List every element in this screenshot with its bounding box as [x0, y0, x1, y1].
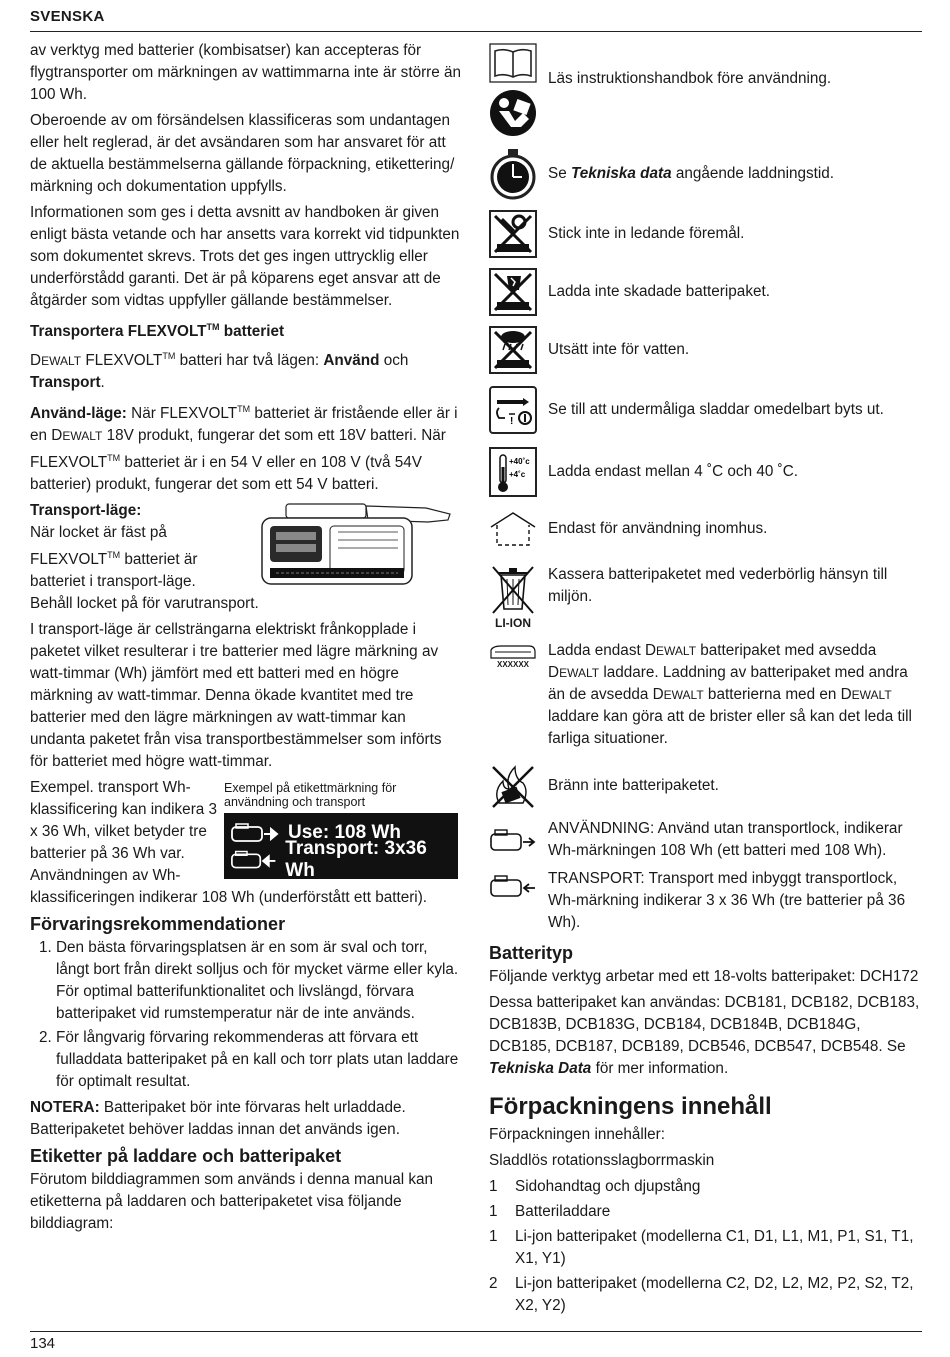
list-item: 1 Batteriladdare: [489, 1203, 611, 1220]
symbol-text-cords: Se till att undermåliga sladdar omedelbart byts ut.: [548, 401, 884, 418]
open-book-icon: [489, 43, 537, 83]
note-paragraph: NOTERA: Batteripaket bör inte förvaras helt urladdade. Batteripaketet behöver laddas innan det används igen.: [30, 1099, 406, 1139]
thermometer-icon: [489, 447, 537, 497]
list-item: 2 Li-jon batteripaket (modellerna C2, D2, L2, M2, P2, S2, T2, X2, Y2): [489, 1275, 914, 1314]
crossed-bin-icon: [489, 563, 537, 617]
symbol-text-dispose: Kassera batteripaketet med vederbörlig hänsyn till miljön.: [548, 566, 888, 605]
transport-mode-icon: [489, 874, 537, 898]
symbol-text-burn: Bränn inte batteripaketet.: [548, 777, 719, 794]
symbol-text-damaged: Ladda inte skadade batteripaket.: [548, 283, 770, 300]
symbol-row-burn: [489, 760, 923, 812]
stopwatch-icon: [489, 148, 537, 200]
transport-line-4: Behåll locket på för varutransport.: [30, 595, 259, 613]
no-water-icon: [489, 326, 537, 374]
transport-mode-heading: Transport-läge:: [30, 502, 142, 520]
svg-text:+4˚c: +4˚c: [509, 470, 526, 479]
symbol-row-use-mode: [489, 818, 923, 862]
symbol-row-technical-data: [489, 146, 923, 202]
no-fire-icon: [489, 763, 537, 809]
transport-line-1: När locket är fäst på: [30, 524, 167, 542]
flexvolt-modes-paragraph: DEWALT FLEXVOLT™ batteri har två lägen: Använd och Transport.: [30, 351, 409, 392]
use-mode-paragraph: Använd-läge: När FLEXVOLT™ batteriet är fristående eller är i en DEWALT 18V produkt, fungerar det som ett 18V batteri. När FLEXVOLT™ batteriet är i en 54 V eller en 108 V (två 54V batterier) produkt, fungerar det som ett 54 V batteri.: [30, 404, 458, 494]
right-column: [489, 40, 923, 1320]
left-column: [30, 40, 462, 1239]
battery-type-models: Dessa batteripaket kan användas: DCB181, DCB182, DCB183, DCB183B, DCB183G, DCB184, DCB184B, DCB184G, DCB185, DCB187, DCB189, DCB546, DCB547, DCB548. Se Tekniska Data för mer information.: [489, 994, 920, 1077]
symbol-text-indoor: Endast för användning inomhus.: [548, 520, 768, 537]
read-manual-person-icon: [489, 89, 537, 137]
battery-type-heading: Batterityp: [489, 943, 574, 963]
paragraph-air-transport: av verktyg med batterier (kombisatser) kan accepteras för flygtransporter om märkningen av wattimmarna inte är större än 100 Wh.: [30, 42, 462, 103]
package-tool: Sladdlös rotationsslagborrmaskin: [489, 1152, 715, 1169]
flexvolt-heading: Transportera FLEXVOLT™ batteriet: [30, 322, 285, 341]
symbol-text-use-mode: ANVÄNDNING: Använd utan transportlock, indikerar Wh-märkningen 108 Wh (ett batteri med 108 Wh).: [548, 820, 903, 859]
transport-line-3: batteriet i transport-läge.: [30, 573, 196, 591]
package-contents-heading: Förpackningens innehåll: [489, 1093, 772, 1120]
svg-text:+40˚c: +40˚c: [509, 457, 530, 466]
svg-text:!: !: [510, 416, 514, 427]
storage-list: [30, 937, 462, 1093]
example-label-box: [224, 813, 458, 879]
symbol-row-conductive: [489, 208, 923, 260]
use-battery-icon: [230, 822, 280, 844]
no-conductive-objects-icon: [489, 210, 537, 258]
transport-battery-icon: [230, 849, 277, 871]
example-paragraph: Exempel. transport Wh-klassificering kan indikera 3 x 36 Wh, vilket betyder tre batterier på 36 Wh var. Användningen av Wh-klassificeringen indikerar 108 Wh (underförstått ett batteri).: [30, 779, 428, 907]
no-damaged-battery-icon: [489, 268, 537, 316]
symbol-row-read-manual: [489, 40, 923, 140]
symbol-text-water: Utsätt inte för vatten.: [548, 341, 690, 358]
storage-item-1: 1. Den bästa förvaringsplatsen är en som är sval och torr, långt bort från direkt solljus och för mycket värme eller kyla. För optimal batterifunktionalitet och livslängd, förvara batteripaket vid rumstemperatur när de inte används.: [56, 937, 462, 1025]
header-divider: [30, 31, 922, 32]
footer-divider: [30, 1331, 922, 1332]
model-placeholder-label: XXXXXX: [496, 660, 529, 669]
use-mode-icon: [489, 828, 537, 852]
transport-mode-block: [30, 500, 462, 615]
package-intro: Förpackningen innehåller:: [489, 1126, 666, 1143]
symbol-row-dewalt-only: [489, 640, 923, 750]
symbol-text-temperature: Ladda endast mellan 4 ˚C och 40 ˚C.: [548, 463, 798, 480]
dewalt-battery-icon: [489, 644, 537, 660]
labels-paragraph: Förutom bilddiagrammen som används i denna manual kan etiketterna på laddaren och batteripaketet visa följande bilddiagram:: [30, 1171, 434, 1233]
label-use-row: Use: 108 Wh: [230, 819, 452, 846]
symbol-text-transport-mode: TRANSPORT: Transport med inbyggt transportlock, Wh-märkning indikerar 3 x 36 Wh (tre batterier på 36 Wh).: [548, 870, 906, 931]
example-label-caption: Exempel på etikettmärkning för användning och transport: [224, 781, 397, 810]
symbol-row-water: [489, 324, 923, 376]
symbol-text-conductive: Stick inte in ledande föremål.: [548, 225, 745, 242]
symbol-row-cords: [489, 382, 923, 438]
paragraph-shipper-responsibility: Oberoende av om försändelsen klassificeras som undantagen eller helt reglerad, är det avsändaren som har ansvaret för att de aktuella bestämmelserna gällande förpackning, etikettering/ märkning och dokumentation uppfylls.: [30, 112, 455, 195]
indoor-house-icon: [489, 511, 537, 547]
symbol-text-technical-data: Se Tekniska data angående laddningstid.: [548, 165, 835, 182]
symbol-row-temperature: [489, 444, 923, 500]
package-list: [489, 1176, 923, 1317]
cell-strings-paragraph: I transport-läge är cellsträngarna elektriskt frånkopplade i paketet vilket resulterar i tre batterier med lägre märkning av watt-timmar (Wh) jämfört med ett batteri med en högre märkning av watt-timmar. Denna ökade kvantitet med tre batterier med den lägre märkningen av watt-timmar kan undanta paketet från visa transportbestämmelser som införts för batteriet med högre watt-timmar.: [30, 621, 442, 771]
battery-type-tools: Följande verktyg arbetar med ett 18-volts batteripaket: DCH172: [489, 968, 919, 985]
storage-item-2: 2. För långvarig förvaring rekommenderas att förvara ett fulladdata batteripaket på en kall och torr plats utan laddare för optimalt resultat.: [56, 1027, 462, 1093]
example-label: [224, 781, 458, 879]
battery-with-cap-image: [258, 500, 458, 592]
symbol-row-dispose: [489, 558, 923, 634]
section-header: SVENSKA: [30, 8, 105, 25]
list-item: 1 Sidohandtag och djupstång: [489, 1178, 701, 1195]
replace-cords-icon: [489, 386, 537, 434]
symbol-row-indoor: [489, 506, 923, 552]
transport-line-2: FLEXVOLT™ batteriet är: [30, 550, 198, 569]
paragraph-disclaimer: Informationen som ges i detta avsnitt av handboken är given enligt bästa vetande och har ansetts vara korrekt vid tidpunkten som dokumentet skrevs. Trots det ges ingen uttrycklig eller underförstådd garanti. Det är på köparens eget ansvar att de åtgärder som vidtas uppfyller gällande bestämmelser.: [30, 204, 460, 309]
symbol-row-damaged: [489, 266, 923, 318]
labels-heading: Etiketter på laddare och batteripaket: [30, 1146, 342, 1167]
symbol-row-transport-mode: [489, 868, 923, 934]
page-number: 134: [30, 1335, 56, 1352]
symbol-text-read-manual: Läs instruktionshandbok före användning.: [548, 70, 832, 87]
label-transport-row: Transport: 3x36 Wh: [230, 846, 452, 873]
symbol-text-dewalt-only: Ladda endast DEWALT batteripaket med avsedda DEWALT laddare. Laddning av batteripaket med andra än de avsedda DEWALT batterierna med en DEWALT laddare kan göra att de brister eller så kan det leda till farliga situationer.: [548, 642, 912, 747]
example-block: [30, 777, 462, 909]
liion-label: LI-ION: [495, 616, 531, 630]
list-item: 1 Li-jon batteripaket (modellerna C1, D1, L1, M1, P1, S1, T1, X1, Y1): [489, 1228, 914, 1267]
storage-heading: Förvaringsrekommendationer: [30, 914, 286, 935]
